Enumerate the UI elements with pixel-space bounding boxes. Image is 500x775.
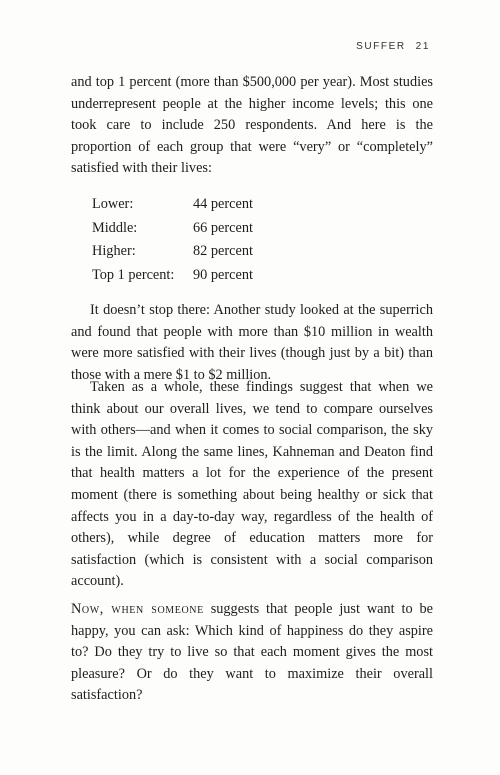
row-label: Middle:: [92, 219, 138, 236]
row-label: Lower:: [92, 196, 134, 212]
table-row: [92, 193, 253, 217]
row-value: 90 percent: [193, 266, 253, 283]
row-value: 82 percent: [193, 243, 253, 260]
running-head: [356, 41, 430, 52]
paragraph-income-study-text: and top 1 percent (more than $500,000 per year). Most studies underrepresent people at the higher income levels; this one took care to include 250 respondents. And here is the proportion of each group that were “very” or “completely” satisfied with their lives:: [71, 74, 433, 177]
table-row: [92, 240, 253, 264]
row-label: Higher:: [92, 243, 136, 260]
row-value: 66 percent: [193, 219, 253, 236]
paragraph-kinds-of-happiness: [71, 599, 433, 707]
table-row: [92, 264, 253, 288]
paragraph-superrich: It doesn’t stop there: Another study looked at the superrich and found that people with more than $10 million in wealth were more satisfied with their lives (though just by a bit) than those with a mere $1 to $2 million.: [71, 302, 433, 383]
row-value: 44 percent: [193, 196, 253, 212]
table-row: [92, 217, 253, 241]
paragraph-kinds-of-happiness-text: suggests that people just want to be happy, you can ask: Which kind of happiness do they aspire to? Do they try to live so that each moment gives the most pleasure? Or do they want to maximize their overall satisfaction?: [71, 601, 433, 704]
running-head-title: SUFFER: [356, 41, 406, 52]
page-number: 21: [415, 41, 430, 52]
section-lead-in: Now, when someone: [71, 601, 204, 617]
satisfaction-table: [92, 193, 253, 287]
paragraph-income-study: [71, 72, 433, 180]
row-label: Top 1 percent:: [92, 266, 175, 283]
paragraph-social-comparison: Taken as a whole, these findings suggest that when we think about our overall lives, we tend to compare ourselves with others—and when it comes to social comparison, the sky is the limit. Along the same lines, Kahneman and Deaton find that health matters a lot for the experience of the present moment (there is something about being healthy or sick that affects you in a day-to-day way, regardless of the health of others), while degree of education matters more for satisfaction (which is consistent with a social comparison account).: [71, 379, 433, 590]
